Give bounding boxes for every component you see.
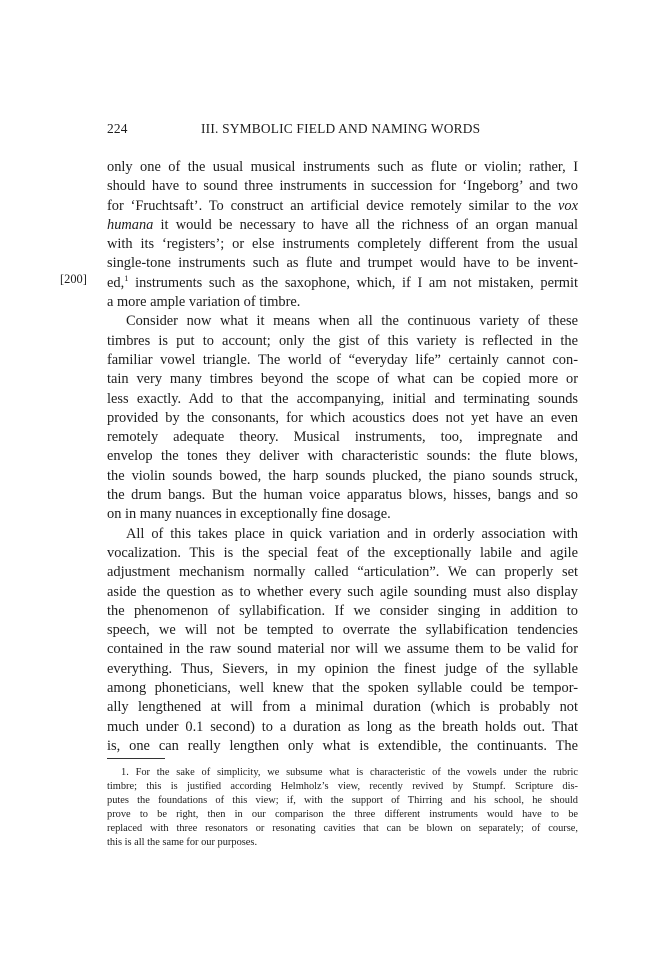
footnote-line: 1. For the sake of simplicity, we subsume what is characteristic of the vowels under the rubric — [121, 767, 578, 778]
footnote — [107, 766, 578, 851]
text-line: Consider now what it means when all the continuous variety of these — [126, 313, 578, 330]
text-line: single-tone instruments such as flute and trumpet would have to be invent- — [107, 255, 578, 272]
footnote-line: prove to be right, then in our comparison the three different instruments would have to be — [107, 809, 578, 821]
paragraph — [107, 525, 578, 757]
text-line: much under 0.1 second) to a duration as long as the breath holds out. That — [107, 718, 578, 735]
text-line: provided by the consonants, for which acoustics does not yet have an even — [107, 409, 578, 426]
margin-page-reference: [200] — [60, 272, 87, 286]
text-run: for ‘Fruchtsaft’. To construct an artificial device remotely similar to the — [107, 197, 559, 214]
text-line: the drum bangs. But the human voice apparatus blows, hisses, bangs and so — [107, 487, 578, 504]
text-line: everything. Thus, Sievers, in my opinion the finest judge of the syllable — [107, 660, 578, 677]
text-run: instruments such as the saxophone, which, if I am not mistaken, permit — [128, 274, 578, 291]
text-line: vocalization. This is the special feat of the exceptionally labile and agile — [107, 544, 578, 561]
italic-text: humana — [107, 216, 154, 233]
text-line — [107, 216, 578, 235]
paragraph — [107, 158, 578, 312]
text-line: familiar vowel triangle. The world of “everyday life” certainly cannot con- — [107, 351, 578, 368]
footnote-line: this is all the same for our purposes. — [107, 837, 258, 849]
page-number: 224 — [107, 121, 128, 136]
footnote-line: timbre; this is justified according Helmholz’s view, recently revived by Stumpf. Scripture dis- — [107, 781, 578, 793]
text-line: aside the question as to whether every such agile sounding must also display — [107, 583, 578, 600]
text-line: is, one can really lengthen only what is extendible, the continuants. The — [107, 737, 578, 754]
text-line: envelop the tones they deliver with characteristic sounds: the flute blows, — [107, 448, 578, 465]
text-run: ed, — [107, 274, 125, 291]
text-line: the phenomenon of syllabification. If we consider singing in addition to — [107, 602, 578, 619]
text-line: speech, we will not be tempted to overrate the syllabification tendencies — [107, 622, 578, 639]
text-line: tain very many timbres beyond the scope of what can be copied more or — [107, 371, 578, 388]
text-line: less exactly. Add to that the accompanying, initial and terminating sounds — [107, 390, 578, 407]
footnote-divider — [107, 758, 165, 759]
text-line: ally lengthened at will from a minimal duration (which is probably not — [107, 699, 578, 716]
footnote-marker: 1 — [124, 272, 129, 283]
paragraph — [107, 312, 578, 524]
text-line: on in many nuances in exceptionally fine dosage. — [107, 506, 391, 523]
text-line: a more ample variation of timbre. — [107, 294, 301, 311]
italic-text: vox — [558, 197, 578, 214]
text-line: contained in the raw sound material nor will we assume them to be valid for — [107, 641, 578, 658]
footnote-line: replaced with three resonators or resonating cavities that can be blown on separately; of course, — [107, 823, 578, 835]
body-text — [107, 158, 578, 756]
text-line: only one of the usual musical instruments such as flute or violin; rather, I — [107, 159, 578, 175]
text-run: it would be necessary to have all the richness of an organ manual — [153, 216, 578, 233]
text-line — [107, 197, 578, 216]
text-line: should have to sound three instruments in succession for ‘Ingeborg’ and two — [107, 178, 578, 195]
text-line — [107, 274, 578, 293]
text-line: remotely adequate theory. Musical instruments, too, impregnate and — [107, 429, 578, 446]
footnote-line: putes the foundations of this view; if, with the support of Thirring and his school, he should — [107, 795, 578, 807]
text-line: the violin sounds bowed, the harp sounds plucked, the piano sounds struck, — [107, 467, 578, 484]
text-line: All of this takes place in quick variation and in orderly association with — [126, 525, 578, 542]
text-line: with its ‘registers’; or else instruments completely different from the usual — [107, 236, 578, 253]
text-line: adjustment mechanism normally called “articulation”. We can properly set — [107, 564, 578, 581]
text-line: among phoneticians, well knew that the spoken syllable could be tempor- — [107, 680, 578, 697]
running-head: III. SYMBOLIC FIELD AND NAMING WORDS — [201, 121, 481, 136]
text-line: timbres is put to account; only the gist of this variety is reflected in the — [107, 332, 578, 349]
